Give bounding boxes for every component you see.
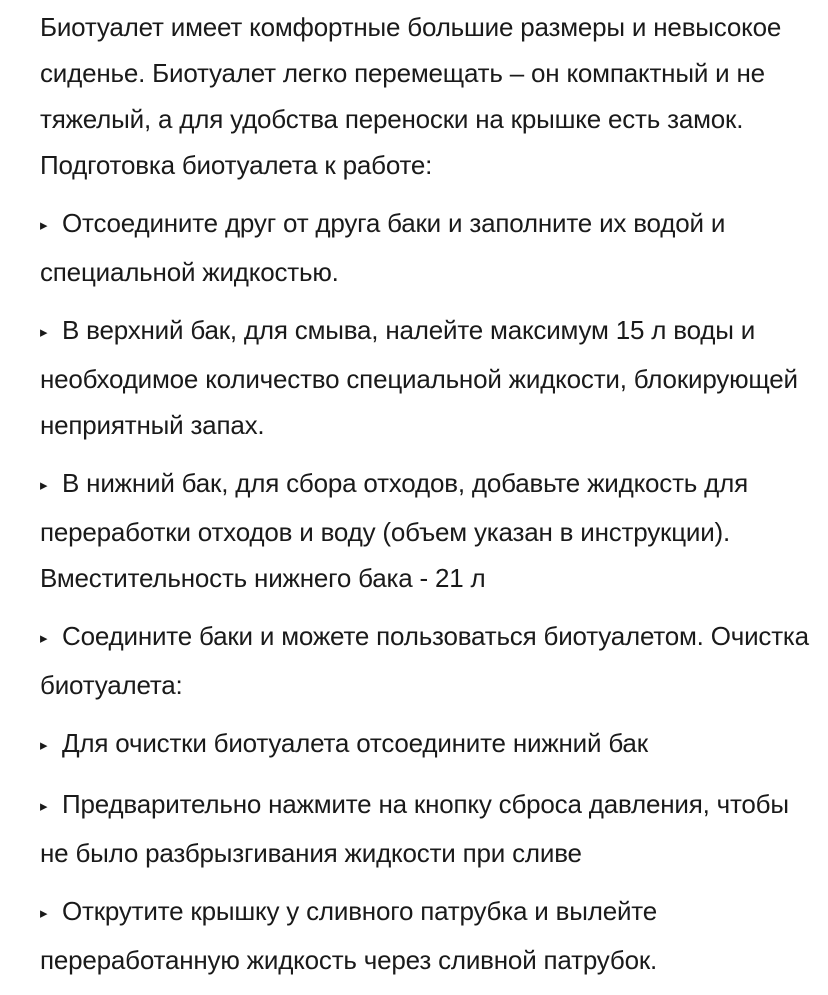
list-item-text: Для очистки биотуалета отсоедините нижний бак [62,728,648,758]
list-item-text: В верхний бак, для смыва, налейте максимум 15 л воды и необходимое количество специальной жидкости, блокирующей неприятный запах. [40,315,798,440]
list-item-text: В нижний бак, для сбора отходов, добавьте жидкость для переработки отходов и воду (объем указан в инструкции). Вместительность нижнего бака - 21 л [40,468,748,593]
list-item-text: Предварительно нажмите на кнопку сброса давления, чтобы не было разбрызгивания жидкости при сливе [40,789,789,868]
triangle-right-icon: ▸ [40,324,48,341]
triangle-right-icon: ▸ [40,217,48,234]
list-item [40,307,816,448]
triangle-right-icon: ▸ [40,798,48,815]
list-item-text: Отсоедините друг от друга баки и заполните их водой и специальной жидкостью. [40,208,726,287]
list-item [40,720,816,769]
article-body [40,0,816,995]
triangle-right-icon: ▸ [40,737,48,754]
list-item [40,200,816,295]
triangle-right-icon: ▸ [40,477,48,494]
list-item [40,460,816,601]
triangle-right-icon: ▸ [40,905,48,922]
list-item [40,888,816,983]
list-item [40,613,816,708]
intro-paragraph: Биотуалет имеет комфортные большие размеры и невысокое сиденье. Биотуалет легко перемещать – он компактный и не тяжелый, а для удобства переноски на крышке есть замок. Подготовка биотуалета к работе: [40,12,782,180]
list-item-text: Открутите крышку у сливного патрубка и вылейте переработанную жидкость через сливной патрубок. [40,896,658,975]
list-item [40,781,816,876]
list-item-text: Соедините баки и можете пользоваться биотуалетом. Очистка биотуалета: [40,621,809,700]
triangle-right-icon: ▸ [40,630,48,647]
